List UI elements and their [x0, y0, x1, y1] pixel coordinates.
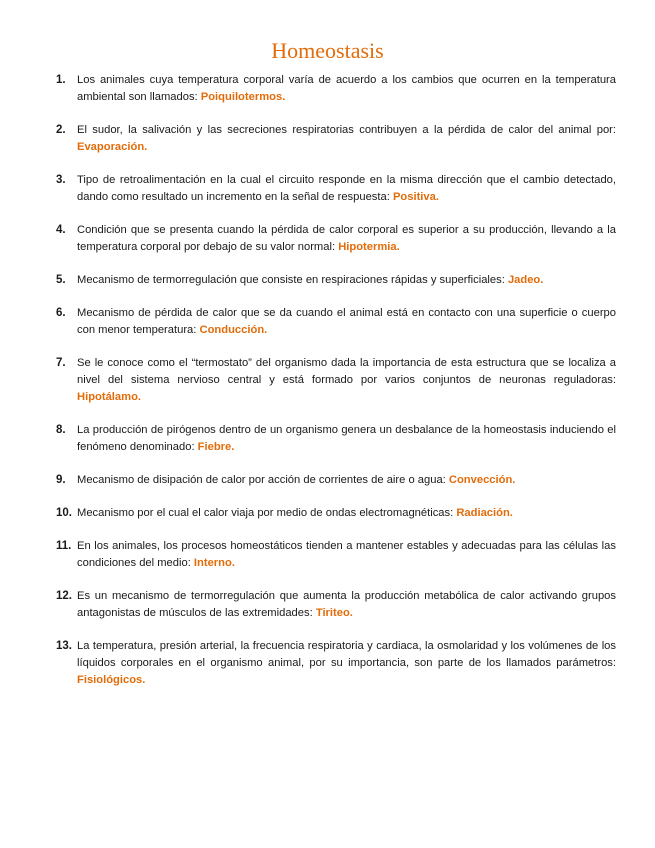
question-number: 11. — [56, 540, 72, 552]
question-answer: Poiquilotermos. — [200, 91, 286, 103]
question-item — [56, 422, 616, 456]
question-text: El sudor, la salivación y las secreciones respiratorias contribuyen a la pérdida de calor del animal por: — [77, 124, 616, 136]
question-item — [56, 122, 616, 156]
question-text: Se le conoce como el “termostato” del organismo dada la importancia de esta estructura que se localiza a nivel del sistema nervioso central y está formado por varios conjuntos de neuronas reguladoras: — [77, 357, 616, 386]
question-number: 4. — [56, 224, 66, 236]
question-text: Mecanismo por el cual el calor viaja por medio de ondas electromagnéticas: — [77, 507, 454, 519]
question-answer: Evaporación. — [77, 141, 148, 153]
question-answer: Radiación. — [456, 507, 513, 519]
question-number: 2. — [56, 124, 66, 136]
question-number: 6. — [56, 307, 66, 319]
question-item — [56, 172, 616, 206]
question-answer: Fisiológicos. — [77, 674, 146, 686]
question-answer: Conducción. — [199, 324, 268, 336]
question-answer: Tiriteo. — [315, 607, 353, 619]
question-number: 9. — [56, 474, 66, 486]
question-text: Mecanismo de pérdida de calor que se da cuando el animal está en contacto con una superficie o cuerpo con menor temperatura: — [77, 307, 616, 336]
question-item — [56, 505, 616, 522]
question-answer: Hipotermia. — [338, 241, 400, 253]
question-answer: Positiva. — [392, 191, 439, 203]
question-number: 3. — [56, 174, 66, 186]
question-answer: Hipotálamo. — [77, 391, 142, 403]
question-text: La producción de pirógenos dentro de un organismo genera un desbalance de la homeostasis induciendo el fenómeno denominado: — [77, 424, 616, 453]
question-text: Condición que se presenta cuando la pérdida de calor corporal es superior a su producción, llevando a la temperatura corporal por debajo de su valor normal: — [77, 224, 616, 253]
question-text: Mecanismo de disipación de calor por acción de corrientes de aire o agua: — [77, 474, 446, 486]
question-answer: Jadeo. — [507, 274, 544, 286]
question-number: 5. — [56, 274, 66, 286]
question-number: 13. — [56, 640, 72, 652]
question-answer: Convección. — [448, 474, 516, 486]
question-item — [56, 355, 616, 406]
question-item — [56, 472, 616, 489]
question-text: Mecanismo de termorregulación que consiste en respiraciones rápidas y superficiales: — [77, 274, 505, 286]
question-text: Tipo de retroalimentación en la cual el circuito responde en la misma dirección que el cambio detectado, dando como resultado un incremento en la señal de respuesta: — [77, 174, 616, 203]
question-item — [56, 538, 616, 572]
question-item — [56, 272, 616, 289]
question-number: 1. — [56, 74, 66, 86]
question-item — [56, 588, 616, 622]
question-number: 7. — [56, 357, 66, 369]
question-item — [56, 305, 616, 339]
question-text: Es un mecanismo de termorregulación que aumenta la producción metabólica de calor activando grupos antagonistas de músculos de las extremidades: — [77, 590, 616, 619]
question-text: Los animales cuya temperatura corporal varía de acuerdo a los cambios que ocurren en la temperatura ambiental son llamados: — [77, 74, 616, 103]
question-number: 8. — [56, 424, 66, 436]
question-answer: Fiebre. — [197, 441, 235, 453]
question-item — [56, 72, 616, 106]
question-number: 10. — [56, 507, 72, 519]
question-item — [56, 222, 616, 256]
question-item — [56, 638, 616, 689]
question-text: La temperatura, presión arterial, la frecuencia respiratoria y cardiaca, la osmolaridad y los volúmenes de los líquidos corporales en el organismo animal, por su importancia, son parte de los llamados parámetros: — [77, 640, 616, 669]
question-text: En los animales, los procesos homeostáticos tienden a mantener estables y adecuadas para las células las condiciones del medio: — [77, 540, 616, 569]
question-list — [56, 72, 616, 705]
page-title: Homeostasis — [271, 38, 384, 63]
question-answer: Interno. — [193, 557, 235, 569]
question-number: 12. — [56, 590, 72, 602]
